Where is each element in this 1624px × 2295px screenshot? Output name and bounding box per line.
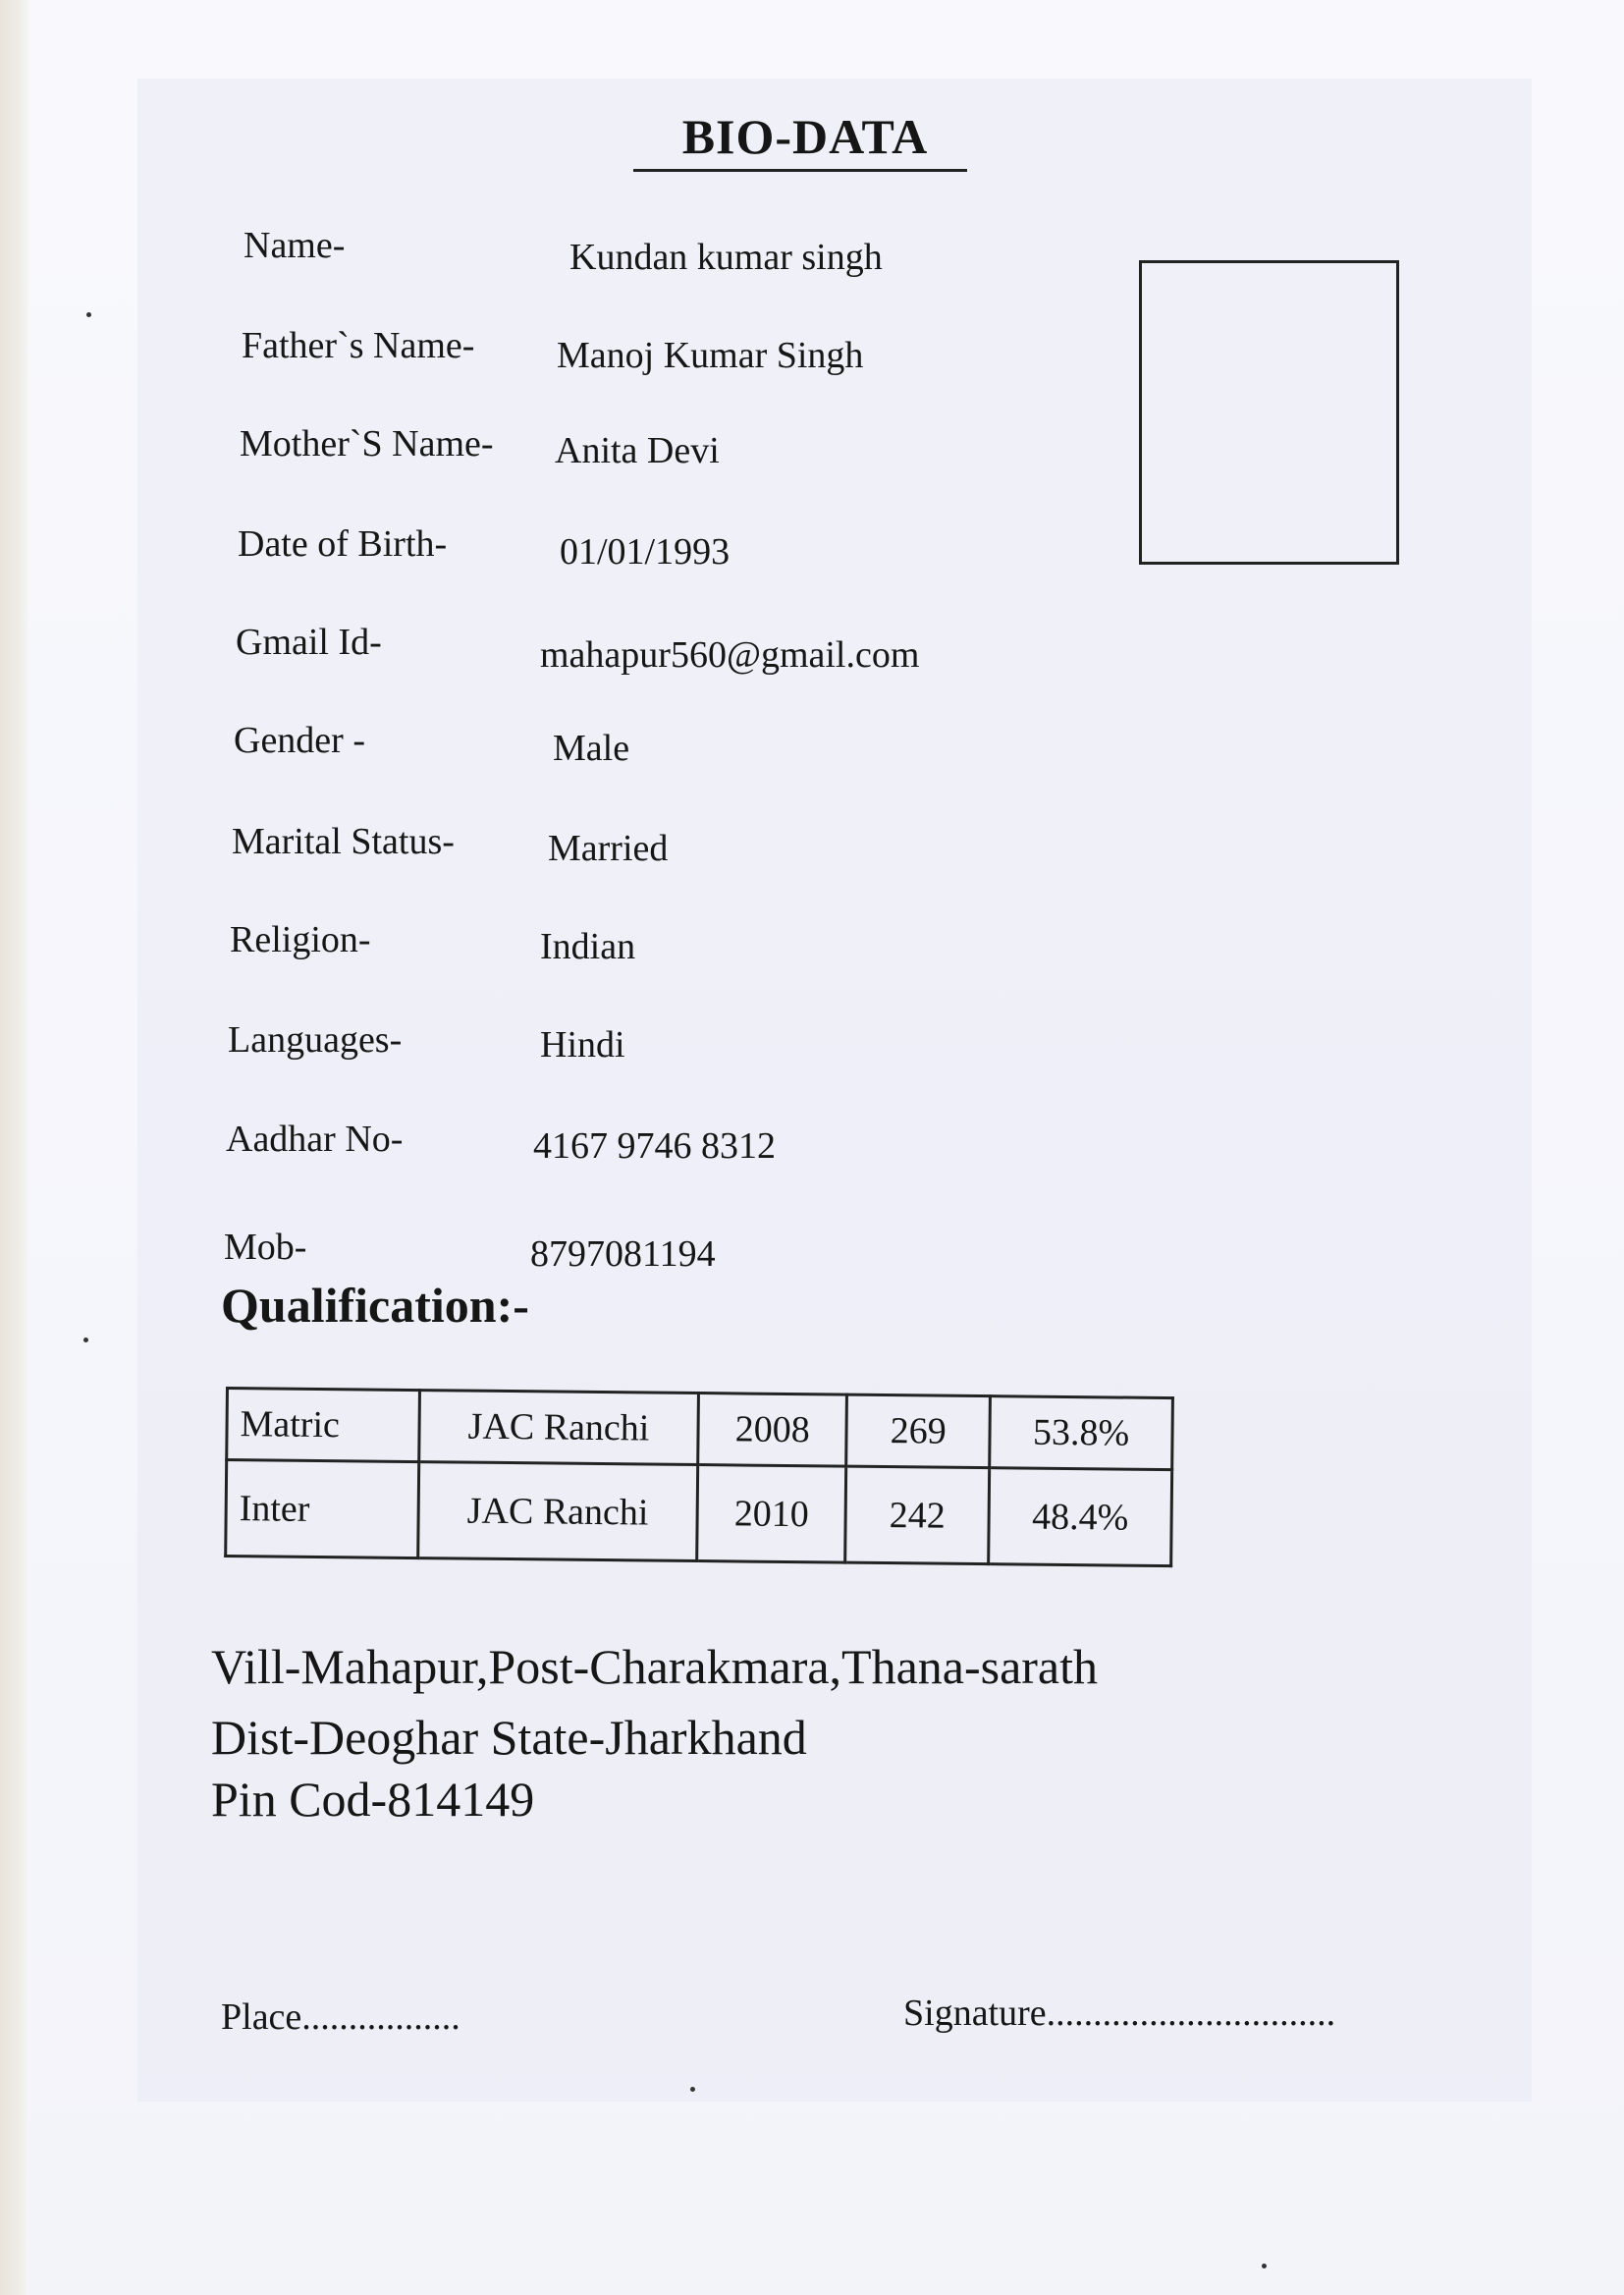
signature-line: Signature............................... — [903, 1993, 1336, 2034]
table-cell-percentage: 48.4% — [989, 1468, 1172, 1566]
speck — [86, 312, 91, 317]
field-label: Father`s Name- — [242, 325, 475, 366]
speck — [1262, 2264, 1267, 2268]
field-value: Kundan kumar singh — [569, 237, 883, 278]
place-line: Place................. — [221, 1996, 460, 2038]
document-title: BIO-DATA — [681, 109, 929, 164]
table-cell-marks: 242 — [845, 1466, 990, 1564]
table-cell-marks: 269 — [846, 1394, 991, 1468]
table-row — [226, 1460, 1172, 1566]
address-line-1: Vill-Mahapur,Post-Charakmara,Thana-sarath — [211, 1639, 1099, 1694]
field-value: 01/01/1993 — [560, 531, 731, 573]
qualification-heading: Qualification:- — [221, 1278, 529, 1333]
speck — [690, 2087, 695, 2092]
field-label: Marital Status- — [232, 821, 455, 862]
field-value: Manoj Kumar Singh — [557, 335, 864, 376]
field-label: Gender - — [234, 720, 365, 761]
field-value: 8797081194 — [530, 1233, 716, 1275]
field-label: Religion- — [230, 919, 371, 960]
field-label: Aadhar No- — [226, 1119, 404, 1160]
address-line-2: Dist-Deoghar State-Jharkhand — [211, 1710, 807, 1765]
table-cell-year: 2010 — [697, 1465, 846, 1563]
table-cell-board: JAC Ranchi — [418, 1391, 698, 1465]
field-value: mahapur560@gmail.com — [540, 634, 920, 676]
qualification-table — [224, 1387, 1174, 1567]
address-line-3: Pin Cod-814149 — [211, 1772, 535, 1827]
paper-edge — [0, 0, 29, 2295]
table-cell-board: JAC Ranchi — [417, 1462, 697, 1561]
photo-box — [1139, 260, 1399, 565]
speck — [83, 1338, 88, 1342]
field-label: Gmail Id- — [236, 622, 382, 663]
field-value: Indian — [540, 926, 636, 967]
table-cell-year: 2008 — [698, 1393, 847, 1467]
field-label: Date of Birth- — [238, 523, 448, 565]
field-label: Mother`S Name- — [240, 423, 494, 464]
table-cell-exam: Inter — [226, 1460, 419, 1558]
table-cell-exam: Matric — [227, 1389, 420, 1462]
field-value: Anita Devi — [555, 430, 720, 471]
field-value: 4167 9746 8312 — [533, 1125, 776, 1167]
field-label: Mob- — [224, 1227, 307, 1268]
field-label: Languages- — [228, 1019, 403, 1061]
field-label: Name- — [244, 225, 346, 266]
field-value: Hindi — [540, 1024, 625, 1066]
table-cell-percentage: 53.8% — [990, 1396, 1173, 1470]
title-underline — [633, 169, 967, 172]
field-value: Married — [548, 828, 669, 869]
field-value: Male — [553, 728, 630, 769]
table-row — [227, 1389, 1173, 1470]
